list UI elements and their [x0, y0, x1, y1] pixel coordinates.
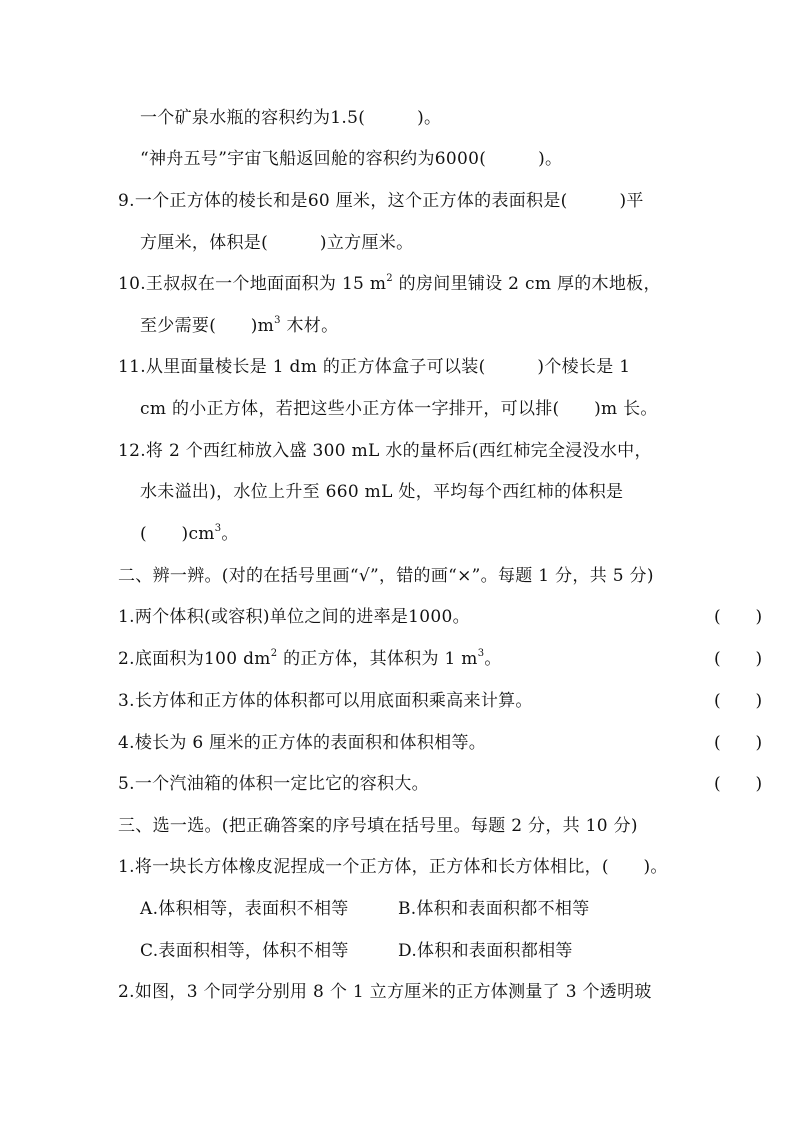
superscript-3: 3: [214, 523, 222, 535]
question-11-line-1: 11.从里面量棱长是 1 dm 的正方体盒子可以装( )个棱长是 1: [118, 357, 631, 377]
judge-item-5: [118, 772, 763, 796]
question-11-line-2: cm 的小正方体，若把这些小正方体一字排开，可以排( )m 长。: [140, 399, 658, 419]
judge-item-2-text-mid: 的正方体，其体积为 1 m: [277, 649, 478, 669]
text-line-bottle-capacity: 一个矿泉水瓶的容积约为1.5( )。: [140, 108, 442, 128]
choice-question-1: 1.将一块长方体橡皮泥捏成一个正方体，正方体和长方体相比，( )。: [118, 857, 668, 877]
answer-paren-3[interactable]: ( ): [714, 691, 763, 711]
question-12-line-3-post: 。: [221, 524, 239, 544]
judge-item-1-text: 1.两个体积(或容积)单位之间的进率是1000。: [118, 607, 470, 627]
question-10-line-1: [118, 272, 661, 296]
question-10-line-2: [140, 314, 338, 338]
question-10-line-2-post: 木材。: [280, 316, 339, 336]
question-9-line-2: 方厘米，体积是( )立方厘米。: [140, 233, 414, 253]
question-9-line-1: 9.一个正方体的棱长和是60 厘米，这个正方体的表面积是( )平: [118, 191, 644, 211]
answer-paren-4[interactable]: ( ): [714, 733, 763, 753]
choice-question-2: 2.如图，3 个同学分别用 8 个 1 立方厘米的正方体测量了 3 个透明玻: [118, 982, 652, 1002]
question-10-text-post: 的房间里铺设 2 cm 厚的木地板，: [392, 274, 661, 294]
superscript-3: 3: [274, 315, 281, 327]
section-2-title: 二、辨一辨。(对的在括号里画“√”，错的画“×”。每题 1 分，共 5 分): [118, 566, 654, 586]
option-c: C.表面积相等，体积不相等: [140, 941, 349, 961]
section-3-title: 三、选一选。(把正确答案的序号填在括号里。每题 2 分，共 10 分): [118, 816, 638, 836]
judge-item-4: [118, 731, 763, 755]
option-b: B.体积和表面积都不相等: [398, 899, 590, 919]
question-12-line-3-pre: ( )cm: [140, 524, 215, 544]
superscript-2: 2: [386, 273, 393, 285]
answer-paren-1[interactable]: ( ): [714, 607, 763, 627]
answer-paren-2[interactable]: ( ): [714, 649, 763, 669]
text-line-capsule-capacity: “神舟五号”宇宙飞船返回舱的容积约为6000( )。: [140, 149, 563, 169]
question-12-line-3: [140, 522, 239, 546]
judge-item-2-text-pre: 2.底面积为100 dm: [118, 649, 271, 669]
superscript-3: 3: [477, 648, 485, 660]
question-12-line-2: 水未溢出)，水位上升至 660 mL 处，平均每个西红柿的体积是: [140, 482, 624, 502]
judge-item-1: [118, 605, 763, 629]
option-a: A.体积相等，表面积不相等: [140, 899, 349, 919]
option-d: D.体积和表面积都相等: [398, 941, 573, 961]
judge-item-2: [118, 647, 763, 671]
question-10-text-pre: 10.王叔叔在一个地面面积为 15 m: [118, 274, 387, 294]
judge-item-3-text: 3.长方体和正方体的体积都可以用底面积乘高来计算。: [118, 691, 533, 711]
judge-item-5-text: 5.一个汽油箱的体积一定比它的容积大。: [118, 774, 429, 794]
judge-item-4-text: 4.棱长为 6 厘米的正方体的表面积和体积相等。: [118, 733, 487, 753]
superscript-2: 2: [270, 648, 278, 660]
question-10-line-2-pre: 至少需要( )m: [140, 316, 275, 336]
question-12-line-1: 12.将 2 个西红柿放入盛 300 mL 水的量杯后(西红柿完全浸没水中，: [118, 441, 652, 461]
judge-item-2-text-post: 。: [484, 649, 502, 669]
judge-item-3: [118, 689, 763, 713]
answer-paren-5[interactable]: ( ): [714, 774, 763, 794]
